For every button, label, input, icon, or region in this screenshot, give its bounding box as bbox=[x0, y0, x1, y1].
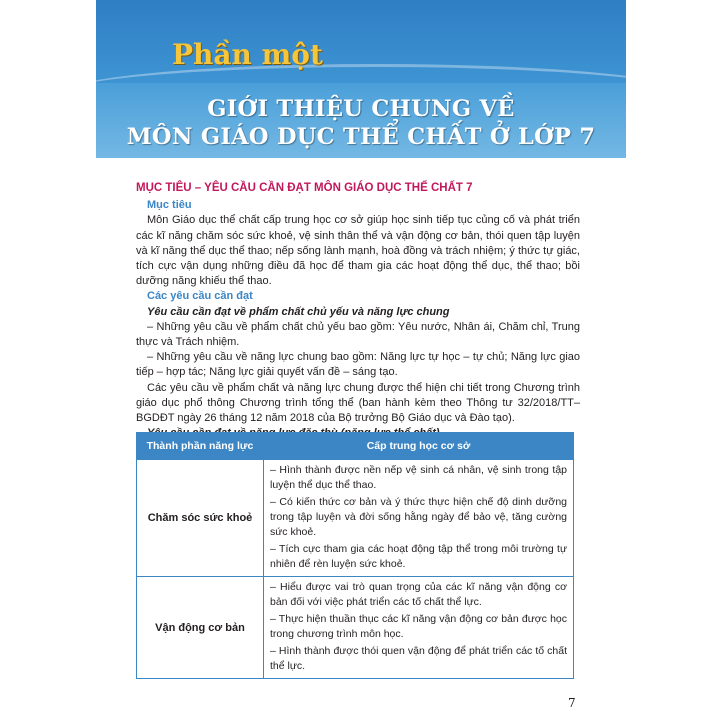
table-cell-component: Vận động cơ bản bbox=[137, 577, 264, 679]
content-body bbox=[136, 181, 580, 441]
competency-table bbox=[136, 432, 574, 679]
main-title-line2: MÔN GIÁO DỤC THỂ CHẤT Ở LỚP 7 bbox=[126, 124, 596, 150]
table-header-level: Cấp trung học cơ sở bbox=[264, 433, 574, 460]
objectives-heading: Mục tiêu bbox=[147, 199, 192, 212]
main-title-line1: GIỚI THIỆU CHUNG VỀ bbox=[207, 96, 515, 122]
objectives-text: Môn Giáo dục thể chất cấp trung học cơ sở giúp học sinh tiếp tục củng cố và phát triển các kĩ năng chăm sóc sức khoẻ, vệ sinh thân thể và vận động cơ bản, thói quen tập luyện và kĩ năng thể dục thể thao; nếp sống lành mạnh, hoà đồng và trách nhiệm; ý thức tự giác, tích cực vận dụng những điều đã học để tham gia các hoạt động thể dục, thể thao; bồi dưỡng năng khiếu thể thao. bbox=[136, 214, 580, 288]
section-title: MỤC TIÊU – YÊU CẦU CẦN ĐẠT MÔN GIÁO DỤC THỂ CHẤT 7 bbox=[136, 182, 473, 194]
table-item: – Thực hiện thuần thục các kĩ năng vận động cơ bản được học trong chương trình môn học. bbox=[270, 613, 567, 640]
table-row bbox=[137, 577, 574, 679]
table-item: – Hình thành được nền nếp vệ sinh cá nhân, vệ sinh trong tập luyện thể dục thể thao. bbox=[270, 464, 567, 491]
requirements-heading: Các yêu cầu cần đạt bbox=[147, 290, 253, 303]
table-cell-items bbox=[264, 460, 574, 577]
table-row bbox=[137, 460, 574, 577]
table-header-row bbox=[137, 433, 574, 460]
table-item: – Hình thành được thói quen vận động để phát triển các tố chất thể lực. bbox=[270, 645, 567, 672]
table-item: – Hiểu được vai trò quan trọng của các kĩ năng vận động cơ bản đối với việc phát triển các tố chất thể lực. bbox=[270, 581, 567, 608]
detail-text: Các yêu cầu về phẩm chất và năng lực chung được thể hiện chi tiết trong Chương trình giáo dục phổ thông Chương trình tổng thể (ban hành kèm theo Thông tư 32/2018/TT–BGDĐT ngày 26 tháng 12 năm 2018 của Bộ trưởng Bộ Giáo dục và Đào tạo). bbox=[136, 381, 580, 425]
bullet-competencies: – Những yêu cầu về năng lực chung bao gồm: Năng lực tự học – tự chủ; Năng lực giao tiếp – hợp tác; Năng lực giải quyết vấn đề – sáng tạo. bbox=[136, 351, 580, 379]
general-requirements-heading: Yêu cầu cần đạt về phẩm chất chủ yếu và năng lực chung bbox=[147, 305, 450, 318]
table-item: – Có kiến thức cơ bản và ý thức thực hiện chế độ dinh dưỡng trong tập luyện và đời sống hằng ngày để bảo vệ, tăng cường sức khoẻ. bbox=[270, 496, 567, 538]
bullet-qualities: – Những yêu cầu về phẩm chất chủ yếu bao gồm: Yêu nước, Nhân ái, Chăm chỉ, Trung thực và Trách nhiệm. bbox=[136, 320, 580, 349]
page-number: 7 bbox=[568, 696, 576, 710]
header-banner bbox=[96, 0, 626, 158]
table-item: – Tích cực tham gia các hoạt động tập thể trong môi trường tự nhiên để rèn luyện sức khoẻ. bbox=[270, 543, 567, 570]
table-cell-items bbox=[264, 577, 574, 679]
part-title: Phần một bbox=[172, 38, 323, 71]
table-header-component: Thành phần năng lực bbox=[137, 433, 264, 460]
table-cell-component: Chăm sóc sức khoẻ bbox=[137, 460, 264, 577]
